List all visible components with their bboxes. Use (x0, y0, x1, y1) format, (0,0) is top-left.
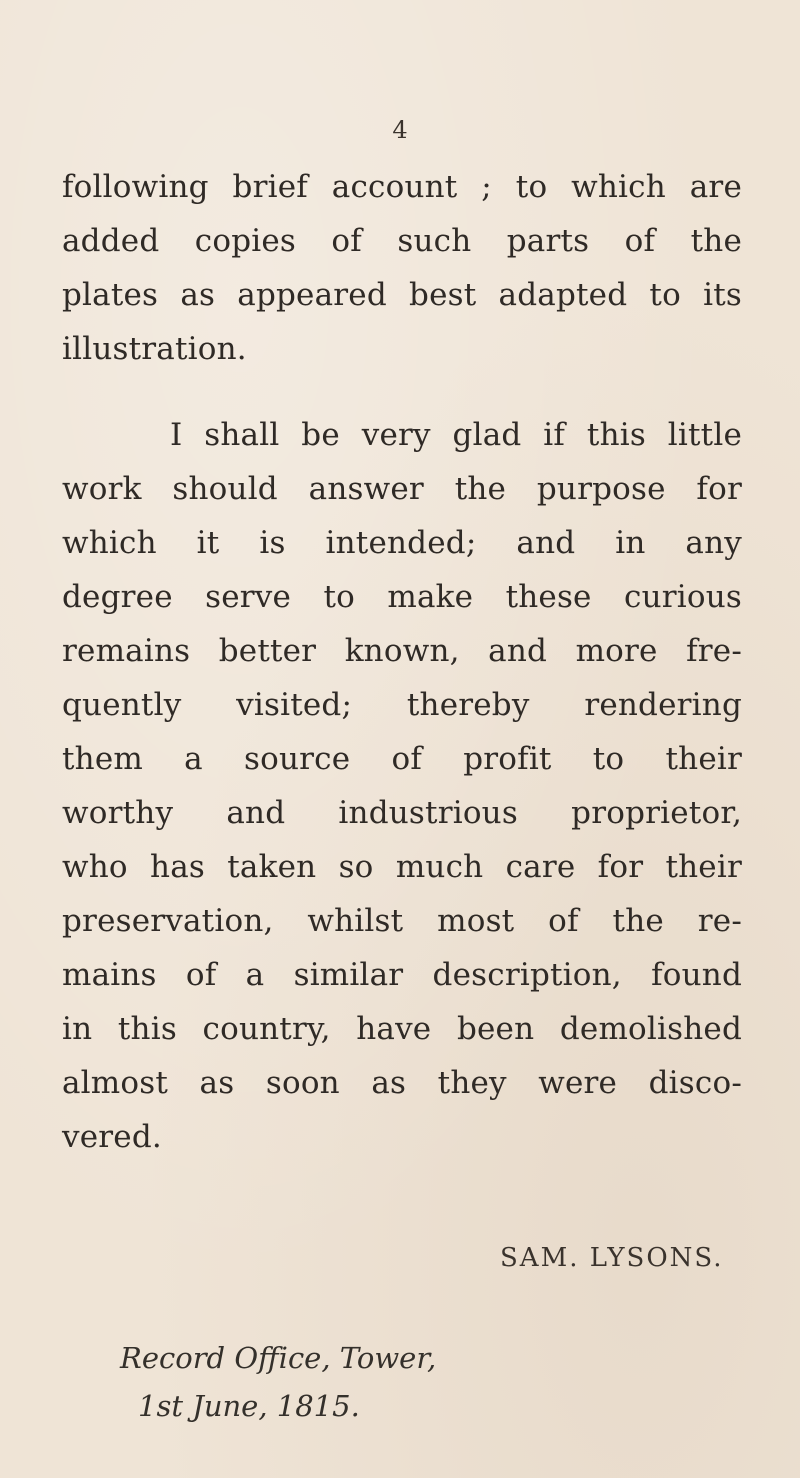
date-line: 1st June, 1815. (138, 1389, 360, 1423)
text-line: plates as appeared best adapted to its (62, 277, 742, 313)
author-signature: SAM. LYSONS. (500, 1243, 724, 1273)
text-line: mains of a similar description, found (62, 957, 742, 993)
text-line: remains better known, and more fre- (62, 633, 742, 669)
text-line: degree serve to make these curious (62, 579, 742, 615)
text-line: in this country, have been demolished (62, 1011, 742, 1047)
text-line: preservation, whilst most of the re- (62, 903, 742, 939)
text-line: worthy and industrious proprietor, (62, 795, 742, 831)
text-line: illustration. (62, 331, 247, 367)
text-line: which it is intended; and in any (62, 525, 742, 561)
place-line: Record Office, Tower, (120, 1341, 437, 1375)
text-line: almost as soon as they were disco- (62, 1065, 742, 1101)
page-number: 4 (392, 116, 408, 144)
text-line: vered. (62, 1119, 162, 1155)
text-line: who has taken so much care for their (62, 849, 742, 885)
text-line: I shall be very glad if this little (170, 417, 742, 453)
dateline (120, 1334, 436, 1430)
text-line: quently visited; thereby rendering (62, 687, 742, 723)
text-line: work should answer the purpose for (62, 471, 742, 507)
text-line: following brief account ; to which are (62, 169, 742, 205)
paragraph-2 (62, 408, 742, 1164)
paragraph-1 (62, 160, 742, 376)
text-line: them a source of profit to their (62, 741, 742, 777)
text-line: added copies of such parts of the (62, 223, 742, 259)
